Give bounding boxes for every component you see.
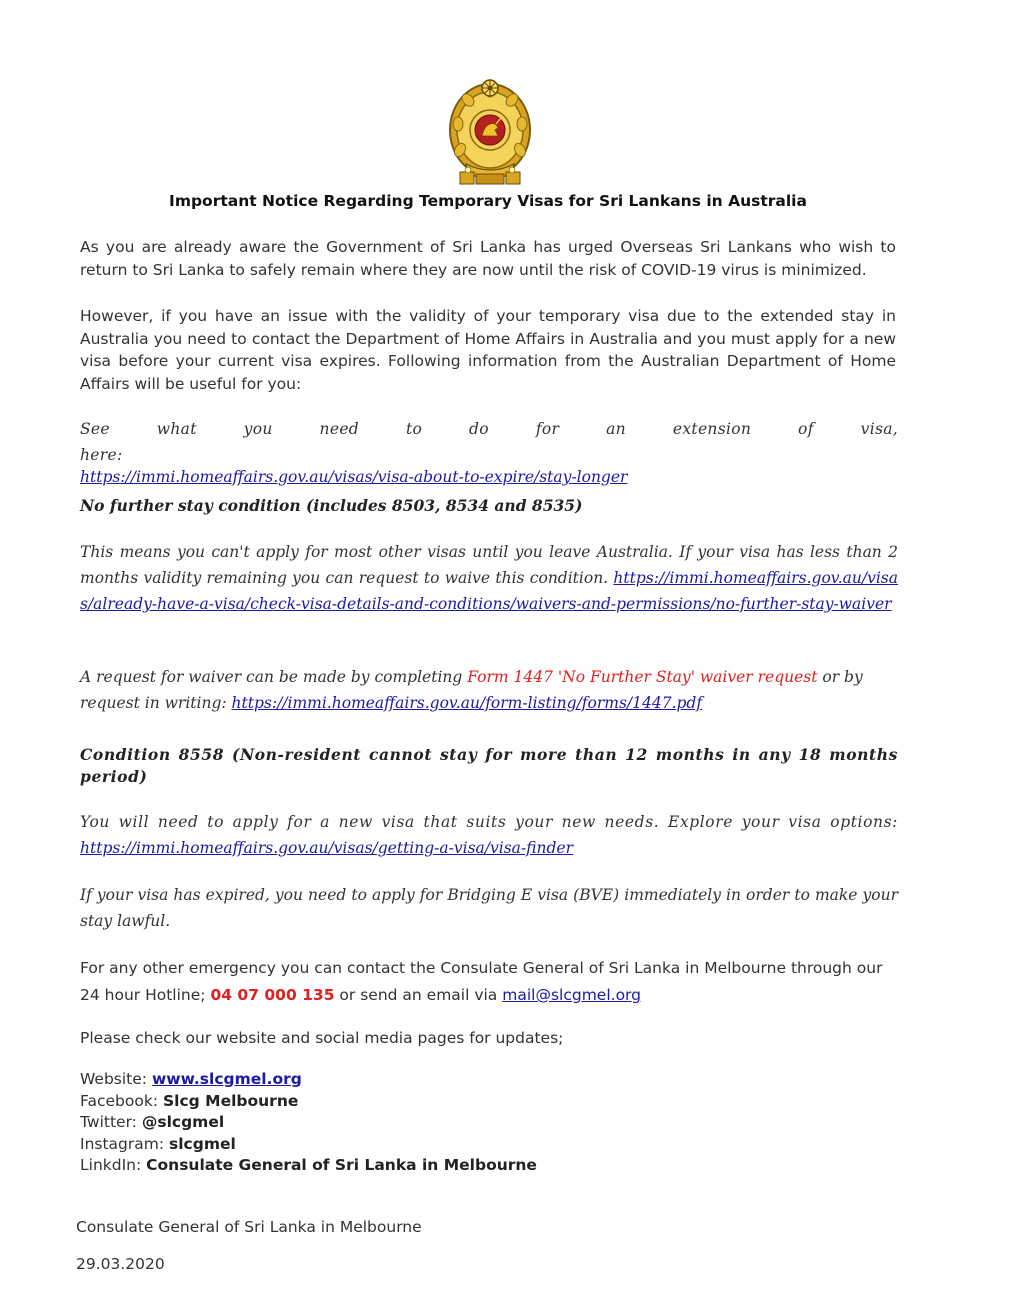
social-label: LinkdIn: bbox=[80, 1156, 142, 1174]
website-link[interactable]: www.slcgmel.org bbox=[151, 1070, 302, 1088]
waiver-form-link[interactable]: https://immi.homeaffairs.gov.au/form-listing/forms/1447.pdf bbox=[231, 694, 703, 712]
social-website bbox=[80, 1069, 898, 1091]
social-label: Website: bbox=[80, 1070, 148, 1088]
facebook-handle: Slcg Melbourne bbox=[163, 1091, 299, 1110]
page-title: Important Notice Regarding Temporary Visas for Sri Lankans in Australia bbox=[169, 192, 807, 210]
social-label: Facebook: bbox=[80, 1091, 159, 1110]
social-facebook bbox=[80, 1091, 898, 1113]
visa-finder-link[interactable]: https://immi.homeaffairs.gov.au/visas/getting-a-visa/visa-finder bbox=[80, 839, 573, 857]
social-list bbox=[80, 1069, 898, 1177]
updates-text: Please check our website and social media pages for updates; bbox=[80, 1029, 564, 1047]
no-further-stay-heading: No further stay condition (includes 8503, 8534 and 8535) bbox=[80, 496, 583, 515]
extension-text: See what you need to do for an extension of visa, here: bbox=[80, 420, 898, 464]
condition-8558-text: You will need to apply for a new visa that suits your new needs. Explore your visa options: bbox=[80, 813, 898, 831]
waiver-prefix: A request for waiver can be made by completing bbox=[80, 668, 463, 686]
hotline-number[interactable]: 04 07 000 135 bbox=[210, 986, 335, 1004]
extension-block bbox=[80, 416, 898, 490]
no-further-stay-link[interactable]: https://immi.homeaffairs.gov.au/visas/already-have-a-visa/check-visa-details-and-conditions/waivers-and-permissions/no-further-stay-waiver bbox=[80, 569, 898, 613]
instagram-handle: slcgmel bbox=[169, 1134, 236, 1153]
footer-org: Consulate General of Sri Lanka in Melbourne bbox=[76, 1218, 422, 1236]
waiver-form-name: Form 1447 'No Further Stay' waiver request bbox=[467, 668, 818, 686]
linkedin-handle: Consulate General of Sri Lanka in Melbourne bbox=[146, 1156, 537, 1174]
visa-validity-paragraph: However, if you have an issue with the validity of your temporary visa due to the extended stay in Australia you need to contact the Department of Home Affairs in Australia and you must apply for a new visa before your current visa expires. Following information from the Australian Department of Home Affairs will be useful for you: bbox=[80, 307, 896, 393]
social-instagram bbox=[80, 1134, 898, 1156]
contact-prefix: For any other emergency you can contact the Consulate General of Sri Lanka in Melbourne through our 24 hour Hotline; bbox=[80, 959, 883, 1004]
waiver-suffix: or by request in writing: bbox=[80, 668, 863, 712]
condition-8558-block bbox=[80, 809, 898, 861]
expired-visa-text: If your visa has expired, you need to apply for Bridging E visa (BVE) immediately in order to make your stay lawful. bbox=[80, 886, 898, 930]
intro-paragraph: As you are already aware the Government of Sri Lanka has urged Overseas Sri Lankans who wish to return to Sri Lanka to safely remain where they are now until the risk of COVID-19 virus is minimized. bbox=[80, 238, 896, 279]
waiver-block bbox=[80, 664, 898, 716]
twitter-handle: @slcgmel bbox=[141, 1113, 225, 1131]
social-twitter bbox=[80, 1112, 898, 1134]
emblem-icon bbox=[446, 74, 534, 186]
condition-8558-heading: Condition 8558 (Non-resident cannot stay for more than 12 months in any 18 months period) bbox=[80, 745, 898, 786]
extension-link[interactable]: https://immi.homeaffairs.gov.au/visas/visa-about-to-expire/stay-longer bbox=[80, 468, 628, 486]
contact-middle: or send an email via bbox=[339, 986, 498, 1004]
no-further-stay-text: This means you can't apply for most other visas until you leave Australia. If your visa has less than 2 months validity remaining you can request to waive this condition. bbox=[80, 543, 898, 587]
email-link[interactable]: mail@slcgmel.org bbox=[502, 986, 641, 1004]
contact-block bbox=[80, 955, 898, 1009]
no-further-stay-block bbox=[80, 539, 898, 617]
social-label: Instagram: bbox=[80, 1134, 165, 1153]
social-linkedin bbox=[80, 1155, 898, 1177]
footer-date: 29.03.2020 bbox=[76, 1255, 165, 1273]
social-label: Twitter: bbox=[80, 1113, 137, 1131]
